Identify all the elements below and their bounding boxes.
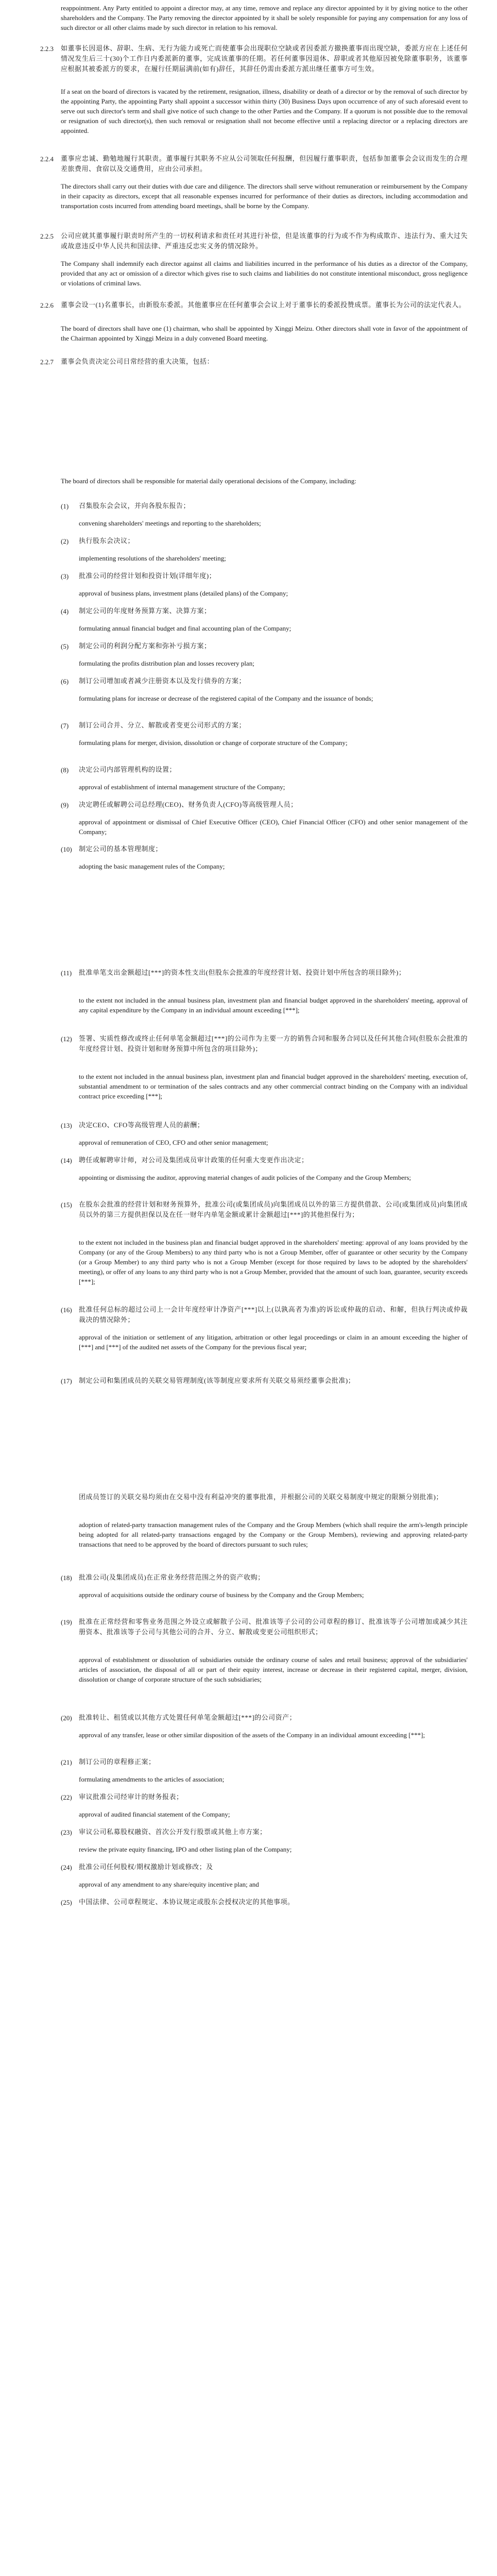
item-17-continued-zh: 团成员签订的关联交易均须由在交易中没有利益冲突的董事批准，并根据公司的关联交易制度中规定的限额分别批准)； [79, 1493, 443, 1501]
item-number: (1) [61, 502, 69, 510]
intro-paragraph: reappointment. Any Party entitled to appoint a director may, at any time, remove and replace any director appointed by it by giving notice to the other shareholders and the Company. The Party removing the director appointed by it shall be solely responsible for paying any compensation for any loss of such director or all other claims made by such director in relation to his removal. [61, 4, 468, 31]
item-en: approval of acquisitions outside the ordinary course of business by the Company and the Group Members; [79, 1591, 364, 1599]
item-number: (12) [61, 1035, 72, 1043]
clause-2-2-6-en: The board of directors shall have one (1) chairman, who shall be appointed by Xinggi Meizu. Other directors shall vote in favor of the appointment of the Chairman appointed by Xinggi Meizu in a duly convened Board meeting. [61, 325, 468, 342]
item-number: (7) [61, 722, 69, 730]
clause-2-2-5-en: The Company shall indemnify each director against all claims and liabilities incurred in the performance of his duties as a director of the Company, provided that any act or omission of a director which gives rise to such claims and liabilities do not constitute intentional misconduct, gross negligence or violations of criminal laws. [61, 260, 468, 287]
item-number: (15) [61, 1201, 72, 1209]
clause-number: 2.2.4 [40, 155, 54, 163]
clause-number: 2.2.5 [40, 232, 54, 240]
item-en: to the extent not included in the annual business plan, investment plan and financial budget approved in the shareholders' meeting, approval of any capital expenditure by the Company in an individual amount exceeding [***]; [79, 996, 468, 1014]
item-en: formulating amendments to the articles of association; [79, 1775, 225, 1783]
item-en: formulating annual financial budget and final accounting plan of the Company; [79, 624, 292, 632]
item-zh: 聘任或解聘审计师，对公司及集团成员审计政策的任何重大变更作出决定； [79, 1156, 309, 1164]
item-en: formulating the profits distribution plan and losses recovery plan; [79, 659, 254, 667]
item-en: approval of audited financial statement of the Company; [79, 1810, 230, 1818]
item-zh: 在股东会批准的经营计划和财务预算外，批准公司(或集团成员)向集团成员以外的第三方提供借款、公司(或集团成员)向集团成员以外的第三方提供担保以及在任一财年内单笔金额或累计金额超过[***]的其他担保行为； [79, 1200, 468, 1218]
item-en: implementing resolutions of the shareholders' meeting; [79, 554, 226, 562]
item-en: approval of remuneration of CEO, CFO and other senior management; [79, 1139, 268, 1146]
item-number: (18) [61, 1574, 72, 1582]
item-en: to the extent not included in the business plan and financial budget approved in the shareholders' meeting: approval of any loans provided by the Company (or any of the Group Members) to any third party who is not a Group Member, offer of guarantee or other security by the Company (or a Group Member) to any third party who is not a Group Member (except for those required by laws to be adopted by the shareholders' meeting), or offer of any loans to any third party who is not a Group Member, provided that the amount of such loan, guarantee, security exceeds [***]; [79, 1239, 468, 1285]
item-zh: 制订公司增加或者减少注册资本以及发行债券的方案； [79, 677, 246, 685]
item-number: (25) [61, 1899, 72, 1906]
item-zh: 审议公司私募股权融资、首次公开发行股票或其他上市方案； [79, 1828, 267, 1836]
item-number: (8) [61, 766, 69, 774]
item-number: (9) [61, 801, 69, 809]
item-number: (23) [61, 1828, 72, 1836]
item-number: (10) [61, 845, 72, 853]
item-en: formulating plans for increase or decrease of the registered capital of the Company and the issuance of bonds; [79, 694, 373, 702]
item-number: (24) [61, 1863, 72, 1871]
clause-2-2-4-en: The directors shall carry out their duties with due care and diligence. The directors shall serve without remuneration or reimbursement by the Company in their capacity as directors, except that all reasonable expenses incurred for performance of their duties as directors, including accommodation and transportation costs incurred from attending board meetings, shall be borne by the Company. [61, 182, 468, 210]
clause-2-2-4-zh: 董事应忠诚、勤勉地履行其职责。董事履行其职务不应从公司领取任何报酬，但因履行董事职责，包括参加董事会会议而发生的合理差旅费用、食宿以及交通费用，应由公司承担。 [61, 155, 468, 173]
item-zh: 执行股东会决议； [79, 537, 135, 545]
item-zh: 召集股东会会议，并向各股东报告； [79, 502, 191, 510]
main-lead-paragraph: The board of directors shall be responsible for material daily operational decisions of the Company, including: [61, 477, 356, 485]
item-zh: 制订公司合并、分立、解散或者变更公司形式的方案； [79, 721, 246, 729]
item-en: to the extent not included in the annual business plan, investment plan and financial budget approved in the shareholders' meeting, execution of, substantial amendment to or termination of the sales contracts and any other commercial contract binding on the Company with an individual contract price exceeding [***]; [79, 1073, 468, 1100]
item-zh: 中国法律、公司章程规定、本协议规定或股东会授权决定的其他事项。 [79, 1898, 295, 1906]
item-en: formulating plans for merger, division, dissolution or change of corporate structure of the Company; [79, 739, 348, 747]
item-number: (14) [61, 1157, 72, 1164]
clause-2-2-7-zh: 董事会负责决定公司日常经营的重大决策，包括： [61, 358, 214, 365]
item-number: (13) [61, 1122, 72, 1129]
item-zh: 制定公司的利润分配方案和弥补亏损方案； [79, 642, 211, 650]
item-zh: 制定公司的基本管理制度； [79, 845, 163, 853]
clause-2-2-5-zh: 公司应就其董事履行职责时所产生的一切权利请求和责任对其进行补偿，但是该董事的行为或不作为构成欺诈、违法行为、重大过失或故意违反中华人民共和国法律、严重违反忠实义务的情况除外。 [61, 232, 468, 250]
item-zh: 批准任何总标的超过公司上一会计年度经审计净资产[***]以上(以孰高者为准)的诉讼或仲裁的启动、和解，但执行判决或仲裁裁决的情况除外； [79, 1306, 468, 1324]
clause-2-2-6-zh: 董事会设一(1)名董事长，由新股东委派。其他董事应在任何董事会会议上对于董事长的委派投赞成票。董事长为公司的法定代表人。 [61, 301, 466, 309]
item-en: review the private equity financing, IPO and other listing plan of the Company; [79, 1845, 292, 1853]
item-zh: 签署、实质性修改或终止任何单笔金额超过[***]的公司作为主要一方的销售合同和服务合同以及任何其他合同(但股东会批准的年度经营计划、投资计划和财务预算中所包含的项目除外)； [79, 1035, 468, 1053]
item-en: appointing or dismissing the auditor, approving material changes of audit policies of the Company and the Group Members; [79, 1174, 412, 1181]
item-en: adopting the basic management rules of the Company; [79, 862, 225, 870]
item-number: (16) [61, 1306, 72, 1314]
item-zh: 批准转让、租赁或以其他方式处置任何单笔金额超过[***]的公司资产； [79, 1714, 297, 1721]
item-en: approval of any amendment to any share/equity incentive plan; and [79, 1880, 259, 1888]
item-en: approval of establishment of internal management structure of the Company; [79, 783, 285, 791]
item-number: (4) [61, 607, 69, 615]
item-number: (22) [61, 1793, 72, 1801]
clause-number: 2.2.7 [40, 358, 54, 366]
item-zh: 批准公司的经营计划和投资计划(详细年度)； [79, 572, 216, 580]
item-number: (6) [61, 677, 69, 685]
item-number: (21) [61, 1758, 72, 1766]
item-number: (5) [61, 642, 69, 650]
item-number: (11) [61, 969, 72, 977]
item-zh: 决定聘任或解聘公司总经理(CEO)、财务负责人(CFO)等高级管理人员； [79, 801, 298, 808]
item-number: (19) [61, 1618, 72, 1626]
clause-number: 2.2.3 [40, 45, 54, 53]
item-17-continued-en: adoption of related-party transaction management rules of the Company and the Group Members (which shall require the arm's-length principle being adopted for all related-party transactions engaged by the Company or the Group Members), reviewing and approving related-party transactions that need to be approved by the board of directors pursuant to such rules; [79, 1521, 468, 1548]
clause-2-2-3-zh: 如董事长因退休、辞职、生病、无行为能力或死亡而使董事会出现职位空缺或者因委派方撤换董事而出现空缺，委派方应在上述任何情况发生后三十(30)个工作日内委派新的董事，完成该董事的任期。若任何董事因退休、辞职或者其他原因被免除董事职务，该董事应根据其被委派方的要求，在履行任期届满前(如有)辞任，其辞任仍需由委派方派出继任董事方可生效。 [61, 44, 468, 73]
item-zh: 决定CEO、CFO等高级管理人员的薪酬； [79, 1121, 204, 1129]
item-zh: 审议批准公司经审计的财务报表； [79, 1793, 183, 1801]
item-number: (2) [61, 537, 69, 545]
item-en: convening shareholders' meetings and reporting to the shareholders; [79, 519, 261, 527]
item-number: (20) [61, 1714, 72, 1722]
item-number: (17) [61, 1377, 72, 1385]
item-number: (3) [61, 572, 69, 580]
item-en: approval of the initiation or settlement of any litigation, arbitration or other legal proceedings or claim in an amount exceeding the higher of [***] and [***] of the audited net assets of the Company for the previous fiscal year; [79, 1333, 468, 1351]
item-en: approval of appointment or dismissal of Chief Executive Officer (CEO), Chief Financial Officer (CFO) and other senior management of the Company; [79, 818, 468, 836]
item-zh: 批准在正常经营和零售业务范围之外设立或解散子公司、批准该等子公司的公司章程的修订、批准该等子公司增加或减少其注册资本、批准该等子公司与其他公司的合并、分立、解散或变更公司组织形式； [79, 1618, 468, 1636]
item-en: approval of business plans, investment plans (detailed plans) of the Company; [79, 589, 288, 597]
item-zh: 制订公司的章程修正案； [79, 1758, 156, 1766]
item-zh: 决定公司内部管理机构的设置； [79, 766, 177, 773]
item-en: approval of establishment or dissolution of subsidiaries outside the ordinary course of sales and retail business; approval of the subsidiaries' articles of association, the disposal of all or part of their equity interest, increase or decrease in their registered capital, merger, division, dissolution or change of corporate structure of the such subsidiaries; [79, 1656, 468, 1683]
clause-2-2-3-en: If a seat on the board of directors is vacated by the retirement, resignation, illness, disability or death of a director or by the removal of such director by the appointing Party, the appointing Party shall appoint a successor within thirty (30) Business Days upon occurrence of any of such aforesaid event to serve out such director's term and shall give notice of such change to the other Parties and the Company. If a quorum is not possible due to the removal or resignation of such director(s), then such removal or resignation shall not become effective until a replacing director or a replacing directors are appointed. [61, 88, 468, 134]
item-en: approval of any transfer, lease or other similar disposition of the assets of the Company in an individual amount exceeding [***]; [79, 1731, 425, 1739]
item-zh: 批准公司(及集团成员)在正常业务经营范围之外的资产收购； [79, 1573, 265, 1581]
item-zh: 制定公司的年度财务预算方案、决算方案； [79, 607, 211, 615]
clause-number: 2.2.6 [40, 301, 54, 309]
item-zh: 批准公司任何股权/期权激励计划或修改；及 [79, 1863, 213, 1871]
item-zh: 批准单笔支出金额超过[***]的资本性支出(但股东会批准的年度经营计划、投资计划中所包含的项目除外)； [79, 969, 406, 976]
item-zh: 制定公司和集团成员的关联交易管理制度(该等制度应要求所有关联交易须经董事会批准)； [79, 1377, 355, 1384]
